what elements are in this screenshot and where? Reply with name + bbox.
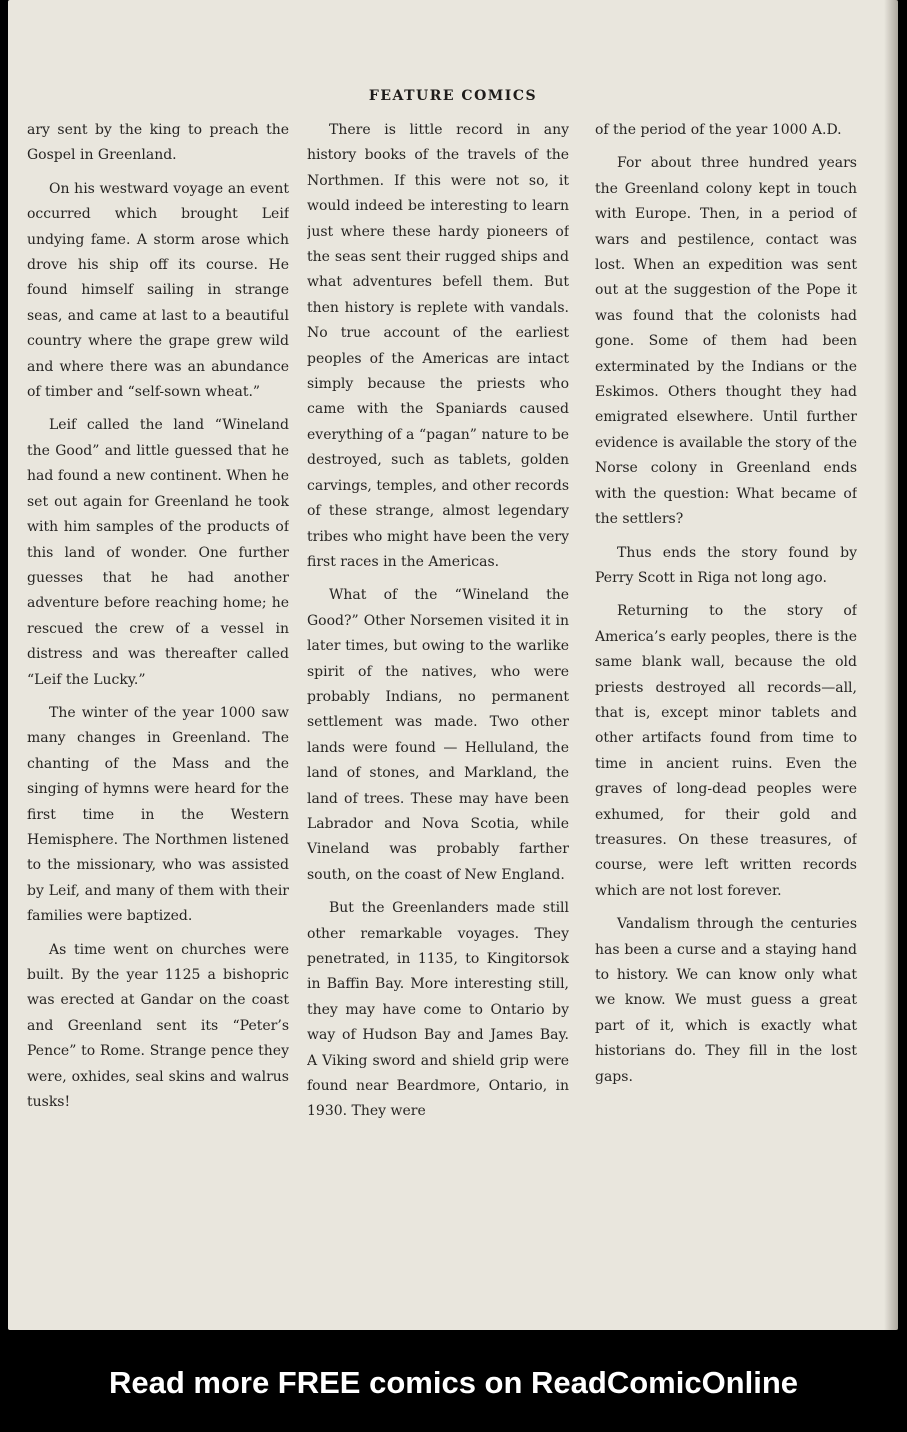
text-column-3 bbox=[595, 118, 857, 1268]
promo-banner[interactable]: Read more FREE comics on ReadComicOnline bbox=[0, 1334, 907, 1432]
paragraph: Vandalism through the centuries has been a curse and a staying hand to history. We can know only what we know. We must guess a great part of it, which is exactly what historians do. They fill in the lost gaps. bbox=[595, 916, 857, 1085]
paragraph: Thus ends the story found by Perry Scott in Riga not long ago. bbox=[595, 544, 857, 586]
paragraph: But the Greenlanders made still other remarkable voyages. They penetrated, in 1135, to Kingitorsok in Baffin Bay. More interesting still, they may have come to Ontario by way of Hudson Bay and James Bay. A Viking sword and shield grip were found near Beardmore, Ontario, in 1930. They were bbox=[307, 900, 569, 1120]
text-column-1 bbox=[27, 118, 289, 1268]
paragraph: Returning to the story of America’s early peoples, there is the same blank wall, because the old priests destroyed all records—all, that is, except minor tablets and other artifacts found from time to time in ancient ruins. Even the graves of long-dead peoples were exhumed, for their gold and treasures. On these treasures, of course, were left written records which are not lost forever. bbox=[595, 603, 857, 899]
paragraph: What of the “Wineland the Good?” Other Norsemen visited it in later times, but owing to the warlike spirit of the natives, who were probably Indians, no permanent settlement was made. Two other lands were found — Helluland, the land of stones, and Markland, the land of trees. These may have been Labrador and Nova Scotia, while Vineland was probably farther south, on the coast of New England. bbox=[307, 587, 569, 883]
paragraph: Leif called the land “Wineland the Good” and little guessed that he had found a new continent. When he set out again for Greenland he took with him samples of the products of this land of wonder. One further guesses that he had another adventure before reaching home; he rescued the crew of a vessel in distress and was thereafter called “Leif the Lucky.” bbox=[27, 417, 289, 688]
comic-page bbox=[8, 0, 898, 1330]
paragraph: For about three hundred years the Greenland colony kept in touch with Europe. Then, in a period of wars and pestilence, contact was lost. When an expedition was sent out at the suggestion of the Pope it was found that the colonists had gone. Some of them had been exterminated by the Indians or the Eskimos. Others thought they had emigrated elsewhere. Until further evidence is available the story of the Norse colony in Greenland ends with the question: What became of the settlers? bbox=[595, 155, 857, 528]
paragraph: On his westward voyage an event occurred which brought Leif undying fame. A storm arose which drove his ship off its course. He found himself sailing in strange seas, and came at last to a beautiful country where the grape grew wild and where there was an abundance of timber and “self-sown wheat.” bbox=[27, 180, 289, 401]
paragraph: ary sent by the king to preach the Gospel in Greenland. bbox=[27, 122, 289, 164]
paragraph: As time went on churches were built. By the year 1125 a bishopric was erected at Gandar on the coast and Greenland sent its “Peter’s Pence” to Rome. Strange pence they were, oxhides, seal skins and walrus tusks! bbox=[27, 941, 289, 1111]
page-edge-shadow bbox=[884, 0, 898, 1330]
paragraph: The winter of the year 1000 saw many changes in Greenland. The chanting of the Mass and the singing of hymns were heard for the first time in the Western Hemisphere. The Northmen listened to the missionary, who was assisted by Leif, and many of them with their families were baptized. bbox=[27, 704, 289, 925]
text-column-2 bbox=[307, 118, 569, 1268]
page-header: FEATURE COMICS bbox=[368, 88, 538, 104]
paragraph: of the period of the year 1000 A.D. bbox=[595, 122, 842, 138]
paragraph: There is little record in any history books of the travels of the Northmen. If this were not so, it would indeed be interesting to learn just where these hardy pioneers of the seas sent their rugged ships and what adventures befell them. But then history is replete with vandals. No true account of the earliest peoples of the Americas are intact simply because the priests who came with the Spaniards caused everything of a “pagan” nature to be destroyed, such as tablets, golden carvings, temples, and other records of these strange, almost legendary tribes who might have been the very first races in the Americas. bbox=[307, 122, 569, 570]
